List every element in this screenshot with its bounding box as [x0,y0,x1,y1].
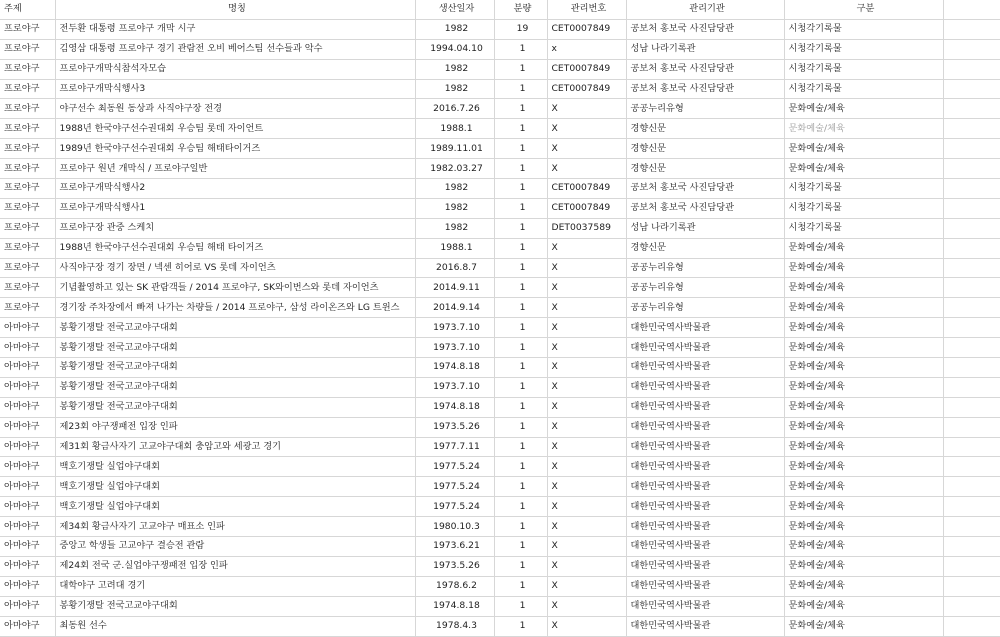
cell-agency[interactable]: 대한민국역사박물관 [626,616,784,636]
cell-category[interactable]: 시청각기록물 [784,218,943,238]
cell-category[interactable]: 문화예술/체육 [784,477,943,497]
table-row [0,159,1000,179]
cell-title[interactable]: 봉황기쟁탈 전국고교야구대회 [55,358,415,378]
cell-category[interactable]: 문화예술/체육 [784,278,943,298]
cell-date[interactable]: 2016.7.26 [415,99,494,119]
cell-category[interactable]: 시청각기록물 [784,19,943,39]
empty-cell[interactable] [943,517,1000,537]
cell-agency[interactable]: 경향신문 [626,119,784,139]
cell-subject[interactable]: 프로야구 [0,218,55,238]
cell-mgmt-no[interactable]: X [547,278,626,298]
empty-cell[interactable] [943,99,1000,119]
cell-category[interactable]: 문화예술/체육 [784,298,943,318]
table-row [0,99,1000,119]
cell-subject[interactable]: 프로야구 [0,119,55,139]
cell-mgmt-no[interactable]: X [547,417,626,437]
cell-date[interactable]: 1977.5.24 [415,457,494,477]
cell-title[interactable]: 제24회 전국 군.실업야구쟁패전 입장 인파 [55,556,415,576]
cell-agency[interactable]: 대한민국역사박물관 [626,318,784,338]
cell-date[interactable]: 1974.8.18 [415,397,494,417]
cell-subject[interactable]: 프로야구 [0,179,55,199]
empty-cell[interactable] [943,556,1000,576]
cell-subject[interactable]: 프로야구 [0,59,55,79]
table-row [0,616,1000,636]
table-row [0,437,1000,457]
cell-qty[interactable]: 19 [494,19,547,39]
table-row [0,397,1000,417]
cell-agency[interactable]: 대한민국역사박물관 [626,457,784,477]
cell-date[interactable]: 1988.1 [415,119,494,139]
cell-category[interactable]: 문화예술/체육 [784,517,943,537]
cell-title[interactable]: 김영삼 대통령 프로야구 경기 관람전 오비 베어스팀 선수들과 악수 [55,39,415,59]
table-row [0,358,1000,378]
cell-category[interactable]: 문화예술/체육 [784,556,943,576]
cell-agency[interactable]: 성남 나라기록관 [626,218,784,238]
cell-category[interactable]: 시청각기록물 [784,79,943,99]
cell-agency[interactable]: 공공누리유형 [626,258,784,278]
cell-date[interactable]: 1982 [415,179,494,199]
cell-date[interactable]: 1974.8.18 [415,358,494,378]
cell-mgmt-no[interactable]: X [547,477,626,497]
cell-subject[interactable]: 아마야구 [0,556,55,576]
table-row [0,198,1000,218]
header-cell-subject[interactable]: 주제 [0,0,55,19]
cell-qty[interactable]: 1 [494,517,547,537]
cell-date[interactable]: 1973.7.10 [415,318,494,338]
table-row [0,576,1000,596]
cell-qty[interactable]: 1 [494,179,547,199]
cell-category[interactable]: 문화예술/체육 [784,238,943,258]
header-cell-category[interactable]: 구분 [784,0,943,19]
cell-title[interactable]: 중앙고 학생들 고교야구 결승전 관람 [55,537,415,557]
cell-mgmt-no[interactable]: X [547,99,626,119]
cell-date[interactable]: 1989.11.01 [415,139,494,159]
cell-qty[interactable]: 1 [494,397,547,417]
cell-subject[interactable]: 프로야구 [0,39,55,59]
table-row [0,218,1000,238]
cell-mgmt-no[interactable]: CET0007849 [547,59,626,79]
empty-cell[interactable] [943,318,1000,338]
cell-date[interactable]: 1978.6.2 [415,576,494,596]
cell-category[interactable]: 문화예술/체육 [784,377,943,397]
cell-qty[interactable]: 1 [494,358,547,378]
cell-qty[interactable]: 1 [494,278,547,298]
cell-title[interactable]: 봉황기쟁탈 전국고교야구대회 [55,397,415,417]
cell-subject[interactable]: 아마야구 [0,358,55,378]
table-row [0,258,1000,278]
cell-category[interactable]: 문화예술/체육 [784,537,943,557]
cell-qty[interactable]: 1 [494,417,547,437]
header-cell-qty[interactable]: 분량 [494,0,547,19]
cell-agency[interactable]: 대한민국역사박물관 [626,497,784,517]
cell-mgmt-no[interactable]: X [547,377,626,397]
cell-date[interactable]: 1977.5.24 [415,497,494,517]
cell-subject[interactable]: 프로야구 [0,278,55,298]
empty-cell[interactable] [943,437,1000,457]
cell-category[interactable]: 문화예술/체육 [784,497,943,517]
cell-mgmt-no[interactable]: X [547,238,626,258]
cell-agency[interactable]: 대한민국역사박물관 [626,377,784,397]
table-row [0,179,1000,199]
empty-cell[interactable] [943,159,1000,179]
cell-qty[interactable]: 1 [494,218,547,238]
cell-agency[interactable]: 대한민국역사박물관 [626,537,784,557]
cell-mgmt-no[interactable]: X [547,497,626,517]
cell-subject[interactable]: 아마야구 [0,517,55,537]
cell-category[interactable]: 시청각기록물 [784,179,943,199]
empty-cell[interactable] [943,0,1000,19]
empty-cell[interactable] [943,417,1000,437]
cell-date[interactable]: 1974.8.18 [415,596,494,616]
cell-category[interactable]: 문화예술/체육 [784,576,943,596]
cell-agency[interactable]: 경향신문 [626,159,784,179]
empty-cell[interactable] [943,179,1000,199]
empty-cell[interactable] [943,139,1000,159]
empty-cell[interactable] [943,596,1000,616]
cell-title[interactable]: 봉황기쟁탈 전국고교야구대회 [55,596,415,616]
cell-mgmt-no[interactable]: X [547,258,626,278]
cell-qty[interactable]: 1 [494,537,547,557]
cell-mgmt-no[interactable]: X [547,318,626,338]
cell-title[interactable]: 1988년 한국야구선수권대회 우승팀 해태 타이거즈 [55,238,415,258]
cell-qty[interactable]: 1 [494,79,547,99]
cell-mgmt-no[interactable]: DET0037589 [547,218,626,238]
cell-subject[interactable]: 프로야구 [0,19,55,39]
empty-cell[interactable] [943,218,1000,238]
cell-mgmt-no[interactable]: X [547,437,626,457]
cell-date[interactable]: 1982 [415,79,494,99]
table-row [0,79,1000,99]
empty-cell[interactable] [943,258,1000,278]
cell-agency[interactable]: 대한민국역사박물관 [626,397,784,417]
cell-date[interactable]: 1994.04.10 [415,39,494,59]
cell-date[interactable]: 1973.7.10 [415,377,494,397]
table-row [0,318,1000,338]
empty-cell[interactable] [943,238,1000,258]
cell-date[interactable]: 1980.10.3 [415,517,494,537]
table-row [0,377,1000,397]
empty-cell[interactable] [943,278,1000,298]
cell-category[interactable]: 문화예술/체육 [784,119,943,139]
cell-title[interactable]: 제23회 야구쟁패전 입장 인파 [55,417,415,437]
cell-date[interactable]: 1977.5.24 [415,477,494,497]
cell-mgmt-no[interactable]: X [547,298,626,318]
cell-title[interactable]: 프로야구개막식행사1 [55,198,415,218]
empty-cell[interactable] [943,358,1000,378]
cell-date[interactable]: 1982 [415,198,494,218]
cell-qty[interactable]: 1 [494,159,547,179]
cell-qty[interactable]: 1 [494,437,547,457]
cell-agency[interactable]: 대한민국역사박물관 [626,338,784,358]
table-row [0,338,1000,358]
cell-agency[interactable]: 공공누리유형 [626,278,784,298]
cell-qty[interactable]: 1 [494,238,547,258]
cell-subject[interactable]: 아마야구 [0,497,55,517]
cell-category[interactable]: 문화예술/체육 [784,596,943,616]
table-row [0,238,1000,258]
cell-category[interactable]: 문화예술/체육 [784,457,943,477]
cell-subject[interactable]: 아마야구 [0,417,55,437]
cell-title[interactable]: 전두환 대통령 프로야구 개막 시구 [55,19,415,39]
table-row [0,477,1000,497]
cell-subject[interactable]: 아마야구 [0,596,55,616]
cell-category[interactable]: 문화예술/체육 [784,139,943,159]
empty-cell[interactable] [943,298,1000,318]
cell-agency[interactable]: 공보처 홍보국 사진담당관 [626,19,784,39]
cell-agency[interactable]: 성남 나라기록관 [626,39,784,59]
cell-agency[interactable]: 대한민국역사박물관 [626,477,784,497]
cell-subject[interactable]: 프로야구 [0,258,55,278]
cell-title[interactable]: 봉황기쟁탈 전국고교야구대회 [55,338,415,358]
cell-subject[interactable]: 프로야구 [0,139,55,159]
cell-subject[interactable]: 아마야구 [0,377,55,397]
cell-mgmt-no[interactable]: X [547,537,626,557]
empty-cell[interactable] [943,39,1000,59]
empty-cell[interactable] [943,497,1000,517]
cell-agency[interactable]: 공보처 홍보국 사진담당관 [626,198,784,218]
cell-agency[interactable]: 경향신문 [626,238,784,258]
cell-title[interactable]: 백호기쟁탈 실업야구대회 [55,477,415,497]
cell-mgmt-no[interactable]: X [547,596,626,616]
cell-qty[interactable]: 1 [494,198,547,218]
empty-cell[interactable] [943,59,1000,79]
cell-category[interactable]: 문화예술/체육 [784,318,943,338]
empty-cell[interactable] [943,397,1000,417]
cell-subject[interactable]: 아마야구 [0,537,55,557]
table-row [0,139,1000,159]
cell-date[interactable]: 1982.03.27 [415,159,494,179]
cell-qty[interactable]: 1 [494,258,547,278]
table-row [0,596,1000,616]
cell-mgmt-no[interactable]: X [547,556,626,576]
header-cell-title[interactable]: 명칭 [55,0,415,19]
cell-subject[interactable]: 아마야구 [0,338,55,358]
empty-cell[interactable] [943,198,1000,218]
cell-agency[interactable]: 대한민국역사박물관 [626,417,784,437]
table-row [0,278,1000,298]
cell-qty[interactable]: 1 [494,298,547,318]
cell-agency[interactable]: 공보처 홍보국 사진담당관 [626,79,784,99]
cell-title[interactable]: 백호기쟁탈 실업야구대회 [55,497,415,517]
cell-title[interactable]: 프로야구개막식행사2 [55,179,415,199]
cell-subject[interactable]: 프로야구 [0,159,55,179]
cell-category[interactable]: 문화예술/체육 [784,437,943,457]
cell-date[interactable]: 2014.9.14 [415,298,494,318]
empty-cell[interactable] [943,79,1000,99]
empty-cell[interactable] [943,576,1000,596]
table-row [0,19,1000,39]
cell-title[interactable]: 야구선수 최동원 동상과 사직야구장 전경 [55,99,415,119]
empty-cell[interactable] [943,616,1000,636]
cell-category[interactable]: 시청각기록물 [784,59,943,79]
cell-category[interactable]: 시청각기록물 [784,198,943,218]
cell-qty[interactable]: 1 [494,556,547,576]
cell-qty[interactable]: 1 [494,318,547,338]
cell-agency[interactable]: 대한민국역사박물관 [626,556,784,576]
cell-mgmt-no[interactable]: X [547,517,626,537]
cell-mgmt-no[interactable]: X [547,119,626,139]
table-row [0,497,1000,517]
table-row [0,417,1000,437]
header-cell-date[interactable]: 생산일자 [415,0,494,19]
cell-title[interactable]: 프로야구 원년 개막식 / 프로야구일반 [55,159,415,179]
cell-title[interactable]: 기념촬영하고 있는 SK 관람객들 / 2014 프로야구, SK와이번스와 롯데 자이언츠 [55,278,415,298]
table-row [0,517,1000,537]
cell-date[interactable]: 1973.7.10 [415,338,494,358]
cell-date[interactable]: 1988.1 [415,238,494,258]
cell-mgmt-no[interactable]: X [547,139,626,159]
cell-subject[interactable]: 아마야구 [0,437,55,457]
cell-title[interactable]: 프로야구개막식참석자모습 [55,59,415,79]
cell-subject[interactable]: 아마야구 [0,457,55,477]
cell-date[interactable]: 1978.4.3 [415,616,494,636]
cell-mgmt-no[interactable]: X [547,358,626,378]
cell-title[interactable]: 프로야구개막식행사3 [55,79,415,99]
cell-category[interactable]: 시청각기록물 [784,39,943,59]
cell-subject[interactable]: 아마야구 [0,318,55,338]
cell-qty[interactable]: 1 [494,377,547,397]
cell-category[interactable]: 문화예술/체육 [784,159,943,179]
cell-title[interactable]: 1988년 한국야구선수권대회 우승팀 롯데 자이언트 [55,119,415,139]
cell-mgmt-no[interactable]: X [547,576,626,596]
table-row [0,59,1000,79]
cell-date[interactable]: 2016.8.7 [415,258,494,278]
cell-title[interactable]: 백호기쟁탈 실업야구대회 [55,457,415,477]
header-cell-agency[interactable]: 관리기관 [626,0,784,19]
cell-category[interactable]: 문화예술/체육 [784,397,943,417]
cell-category[interactable]: 문화예술/체육 [784,358,943,378]
cell-title[interactable]: 대학야구 고려대 경기 [55,576,415,596]
table-row [0,556,1000,576]
empty-cell[interactable] [943,377,1000,397]
table-row [0,39,1000,59]
cell-mgmt-no[interactable]: CET0007849 [547,19,626,39]
cell-mgmt-no[interactable]: CET0007849 [547,79,626,99]
header-row [0,0,1000,19]
empty-cell[interactable] [943,477,1000,497]
cell-mgmt-no[interactable]: X [547,338,626,358]
cell-qty[interactable]: 1 [494,99,547,119]
cell-date[interactable]: 1977.7.11 [415,437,494,457]
cell-title[interactable]: 경기장 주차장에서 빠져 나가는 차량들 / 2014 프로야구, 삼성 라이온즈와 LG 트윈스 [55,298,415,318]
cell-title[interactable]: 최동원 선수 [55,616,415,636]
cell-agency[interactable]: 공공누리유형 [626,99,784,119]
cell-mgmt-no[interactable]: x [547,39,626,59]
cell-mgmt-no[interactable]: X [547,159,626,179]
cell-agency[interactable]: 공보처 홍보국 사진담당관 [626,59,784,79]
cell-qty[interactable]: 1 [494,39,547,59]
header-cell-mgmt-no[interactable]: 관리번호 [547,0,626,19]
cell-subject[interactable]: 아마야구 [0,477,55,497]
cell-agency[interactable]: 대한민국역사박물관 [626,596,784,616]
cell-date[interactable]: 1982 [415,59,494,79]
cell-date[interactable]: 1982 [415,218,494,238]
empty-cell[interactable] [943,537,1000,557]
cell-mgmt-no[interactable]: X [547,457,626,477]
cell-agency[interactable]: 대한민국역사박물관 [626,437,784,457]
cell-category[interactable]: 문화예술/체육 [784,616,943,636]
table-row [0,298,1000,318]
cell-subject[interactable]: 아마야구 [0,397,55,417]
table-row [0,457,1000,477]
cell-date[interactable]: 1973.6.21 [415,537,494,557]
cell-title[interactable]: 봉황기쟁탈 전국고교야구대회 [55,318,415,338]
cell-qty[interactable]: 1 [494,139,547,159]
cell-subject[interactable]: 프로야구 [0,99,55,119]
cell-category[interactable]: 문화예술/체육 [784,338,943,358]
cell-mgmt-no[interactable]: X [547,616,626,636]
cell-qty[interactable]: 1 [494,477,547,497]
empty-cell[interactable] [943,119,1000,139]
cell-subject[interactable]: 프로야구 [0,198,55,218]
cell-qty[interactable]: 1 [494,457,547,477]
cell-subject[interactable]: 프로야구 [0,298,55,318]
cell-mgmt-no[interactable]: CET0007849 [547,179,626,199]
cell-agency[interactable]: 대한민국역사박물관 [626,517,784,537]
cell-title[interactable]: 봉황기쟁탈 전국고교야구대회 [55,377,415,397]
cell-category[interactable]: 문화예술/체육 [784,417,943,437]
cell-agency[interactable]: 대한민국역사박물관 [626,358,784,378]
cell-mgmt-no[interactable]: CET0007849 [547,198,626,218]
cell-mgmt-no[interactable]: X [547,397,626,417]
cell-agency[interactable]: 경향신문 [626,139,784,159]
cell-subject[interactable]: 아마야구 [0,616,55,636]
cell-agency[interactable]: 대한민국역사박물관 [626,576,784,596]
empty-cell[interactable] [943,19,1000,39]
cell-qty[interactable]: 1 [494,119,547,139]
cell-subject[interactable]: 프로야구 [0,79,55,99]
cell-date[interactable]: 1973.5.26 [415,417,494,437]
cell-qty[interactable]: 1 [494,616,547,636]
cell-subject[interactable]: 아마야구 [0,576,55,596]
cell-title[interactable]: 1989년 한국야구선수권대회 우승팀 해태타이거즈 [55,139,415,159]
cell-date[interactable]: 1973.5.26 [415,556,494,576]
cell-title[interactable]: 제34회 황금사자기 고교야구 매표소 인파 [55,517,415,537]
cell-qty[interactable]: 1 [494,497,547,517]
cell-qty[interactable]: 1 [494,338,547,358]
cell-qty[interactable]: 1 [494,596,547,616]
cell-title[interactable]: 사직야구장 경기 장면 / 넥센 히어로 VS 롯데 자이언츠 [55,258,415,278]
empty-cell[interactable] [943,338,1000,358]
cell-title[interactable]: 프로야구장 관중 스케치 [55,218,415,238]
cell-date[interactable]: 2014.9.11 [415,278,494,298]
cell-category[interactable]: 문화예술/체육 [784,99,943,119]
table-row [0,119,1000,139]
cell-title[interactable]: 제31회 황금사자기 고교야구대회 충암고와 세광고 경기 [55,437,415,457]
table-row [0,537,1000,557]
empty-cell[interactable] [943,457,1000,477]
cell-date[interactable]: 1982 [415,19,494,39]
cell-qty[interactable]: 1 [494,59,547,79]
cell-qty[interactable]: 1 [494,576,547,596]
cell-agency[interactable]: 공공누리유형 [626,298,784,318]
cell-subject[interactable]: 프로야구 [0,238,55,258]
cell-agency[interactable]: 공보처 홍보국 사진담당관 [626,179,784,199]
cell-category[interactable]: 문화예술/체육 [784,258,943,278]
